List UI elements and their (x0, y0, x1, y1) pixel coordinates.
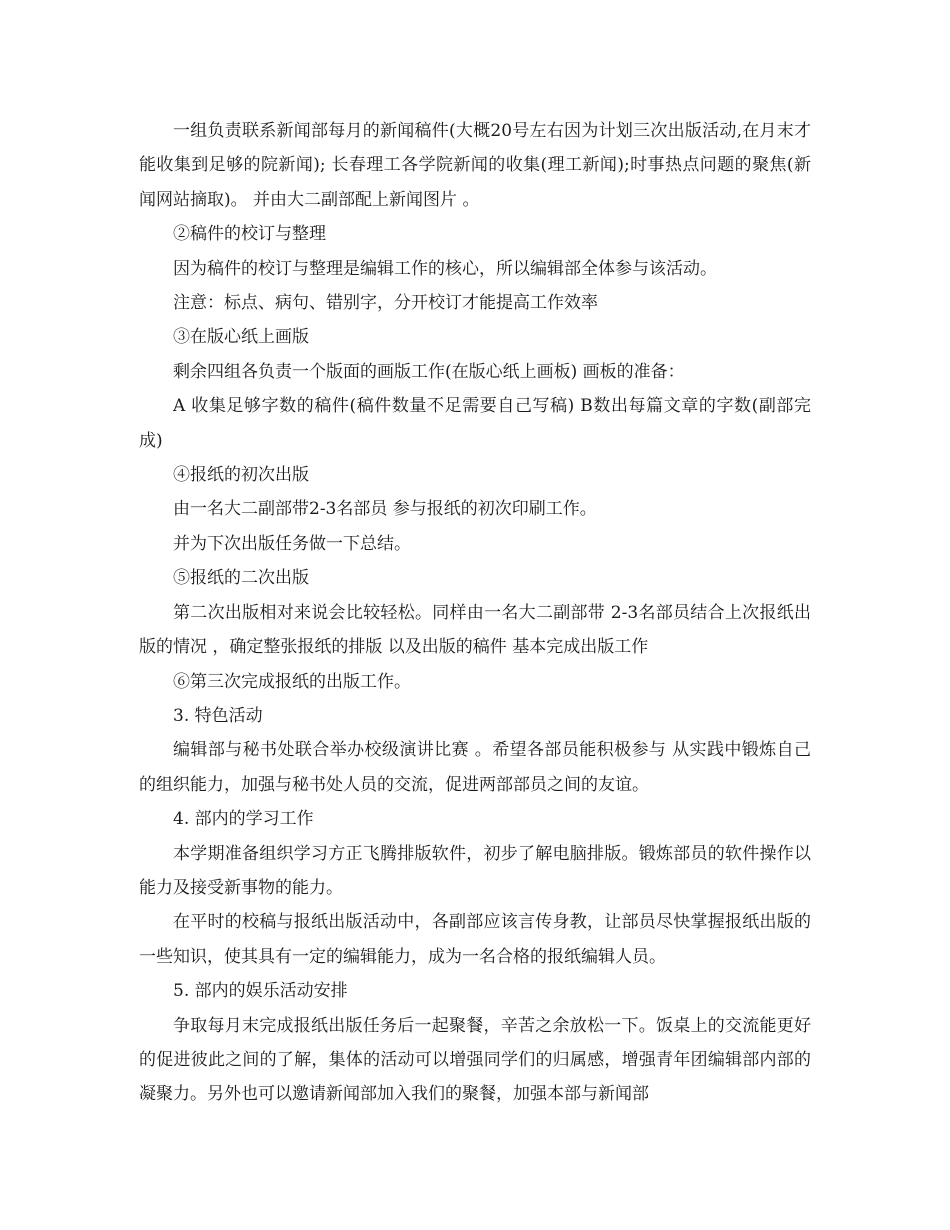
section-heading: 3. 特色活动 (173, 705, 263, 726)
paragraph: ③在版心纸上画版 (173, 327, 309, 348)
paragraph: 剩余四组各负责一个版面的画版工作(在版心纸上画板) 画板的准备： (173, 361, 685, 382)
paragraph: 本学期准备组织学习方正飞腾排版软件，初步了解电脑排版。锻炼部员的软件操作以能力及接受新事物的能力。 (139, 843, 811, 898)
paragraph: 一组负责联系新闻部每月的新闻稿件(大概20号左右因为计划三次出版活动,在月末才能收集到足够的院新闻); 长春理工各学院新闻的收集(理工新闻);时事热点问题的聚焦(新闻网站摘取)。 并由大二副部配上新闻图片 。 (139, 121, 811, 210)
paragraph: 在平时的校稿与报纸出版活动中，各副部应该言传身教，让部员尽快掌握报纸出版的一些知识，使其具有一定的编辑能力，成为一名合格的报纸编辑人员。 (139, 912, 811, 967)
section-heading: 5. 部内的娱乐活动安排 (173, 981, 348, 1002)
paragraph: 因为稿件的校订与整理是编辑工作的核心，所以编辑部全体参与该活动。 (173, 258, 717, 279)
paragraph: 争取每月末完成报纸出版任务后一起聚餐，辛苦之余放松一下。饭桌上的交流能更好的促进彼此之间的了解，集体的活动可以增强同学们的归属感，增强青年团编辑部内部的凝聚力。另外也可以邀请新闻部加入我们的聚餐，加强本部与新闻部 (139, 1015, 811, 1105)
paragraph: 注意：标点、病句、错别字，分开校订才能提高工作效率 (173, 293, 598, 314)
paragraph: ②稿件的校订与整理 (173, 224, 326, 245)
section-heading: 4. 部内的学习工作 (173, 809, 314, 830)
paragraph: A 收集足够字数的稿件(稿件数量不足需要自己写稿) B数出每篇文章的字数(副部完成) (139, 396, 811, 451)
paragraph: ⑤报纸的二次出版 (173, 568, 309, 589)
paragraph: ⑥第三次完成报纸的出版工作。 (173, 671, 411, 692)
document-body (139, 114, 811, 1112)
paragraph: ④报纸的初次出版 (173, 465, 309, 486)
paragraph: 由一名大二副部带2-3名部员 参与报纸的初次印刷工作。 (173, 499, 597, 520)
paragraph: 并为下次出版任务做一下总结。 (173, 533, 411, 554)
paragraph: 第二次出版相对来说会比较轻松。同样由一名大二副部带 2-3名部员结合上次报纸出版的情况 ，确定整张报纸的排版 以及出版的稿件 基本完成出版工作 (139, 602, 811, 658)
paragraph: 编辑部与秘书处联合举办校级演讲比赛 。希望各部员能积极参与 从实践中锻炼自己的组织能力，加强与秘书处人员的交流，促进两部部员之间的友谊。 (139, 740, 811, 795)
